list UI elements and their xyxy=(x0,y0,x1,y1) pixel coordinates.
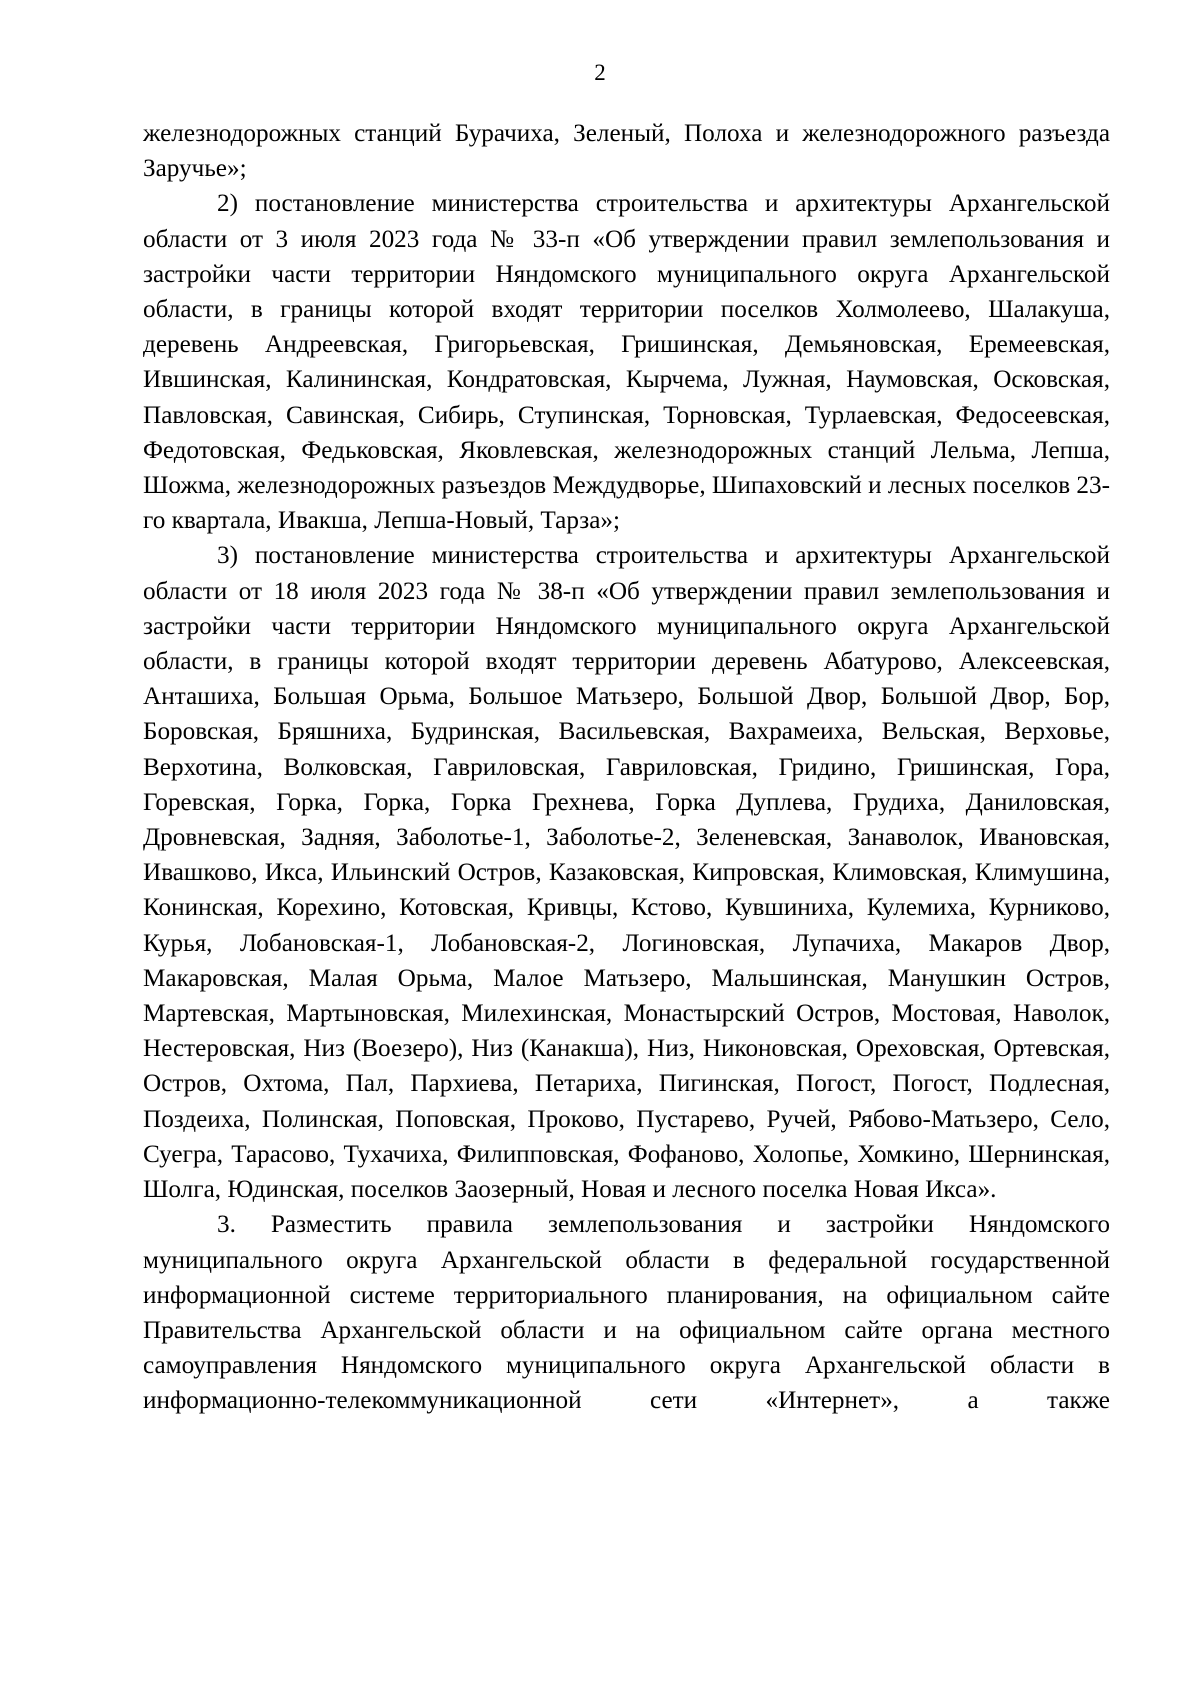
paragraph-item-2: 2) постановление министерства строительства и архитектуры Архангельской области от 3 июля 2023 года № 33-п «Об утверждении правил землепользования и застройки части территории Няндомского муниципального округа Архангельской области, в границы которой входят территории поселков Холмолеево, Шалакуша, деревень Андреевская, Григорьевская, Гришинская, Демьяновская, Еремеевская, Ившинская, Калининская, Кондратовская, Кырчема, Лужная, Наумовская, Осковская, Павловская, Савинская, Сибирь, Ступинская, Торновская, Турлаевская, Федосеевская, Федотовская, Федьковская, Яковлевская, железнодорожных станций Лельма, Лепша, Шожма, железнодорожных разъездов Междудворье, Шипаховский и лесных поселков 23-го квартала, Ивакша, Лепша-Новый, Тарза»; xyxy=(143,190,1110,535)
document-body xyxy=(143,116,1110,1419)
page-number: 2 xyxy=(594,60,606,85)
paragraph-item-3: 3) постановление министерства строительства и архитектуры Архангельской области от 18 июля 2023 года № 38-п «Об утверждении правил землепользования и застройки части территории Няндомского муниципального округа Архангельской области, в границы которой входят территории деревень Абатурово, Алексеевская, Анташиха, Большая Орьма, Большое Матьзеро, Большой Двор, Большой Двор, Бор, Боровская, Бряшниха, Будринская, Васильевская, Вахрамеиха, Вельская, Верховье, Верхотина, Волковская, Гавриловская, Гавриловская, Гридино, Гришинская, Гора, Горевская, Горка, Горка, Горка Грехнева, Горка Дуплева, Грудиха, Даниловская, Дровневская, Задняя, Заболотье-1, Заболотье-2, Зеленевская, Занаволок, Ивановская, Ивашково, Икса, Ильинский Остров, Казаковская, Кипровская, Климовская, Климушина, Конинская, Корехино, Котовская, Кривцы, Кстово, Кувшиниха, Кулемиха, Курниково, Курья, Лобановская-1, Лобановская-2, Логиновская, Лупачиха, Макаров Двор, Макаровская, Малая Орьма, Малое Матьзеро, Мальшинская, Манушкин Остров, Мартевская, Мартыновская, Милехинская, Монастырский Остров, Мостовая, Наволок, Нестеровская, Низ (Воезеро), Низ (Канакша), Низ, Никоновская, Ореховская, Ортевская, Остров, Охтома, Пал, Пархиева, Петариха, Пигинская, Погост, Погост, Подлесная, Поздеиха, Полинская, Поповская, Проково, Пустарево, Ручей, Рябово-Матьзеро, Село, Суегра, Тарасово, Тухачиха, Филипповская, Фофаново, Холопье, Хомкино, Шернинская, Шолга, Юдинская, поселков Заозерный, Новая и лесного поселка Новая Икса». xyxy=(143,542,1110,1204)
paragraph-continuation: железнодорожных станций Бурачиха, Зеленый, Полоха и железнодорожного разъезда Заручье»; xyxy=(143,120,1110,183)
paragraph-section-3: 3. Разместить правила землепользования и застройки Няндомского муниципального округа Архангельской области в федеральной государственной информационной системе территориального планирования, на официальном сайте Правительства Архангельской области и на официальном сайте органа местного самоуправления Няндомского муниципального округа Архангельской области в информационно-телекоммуникационной сети «Интернет», а также xyxy=(143,1211,1110,1415)
